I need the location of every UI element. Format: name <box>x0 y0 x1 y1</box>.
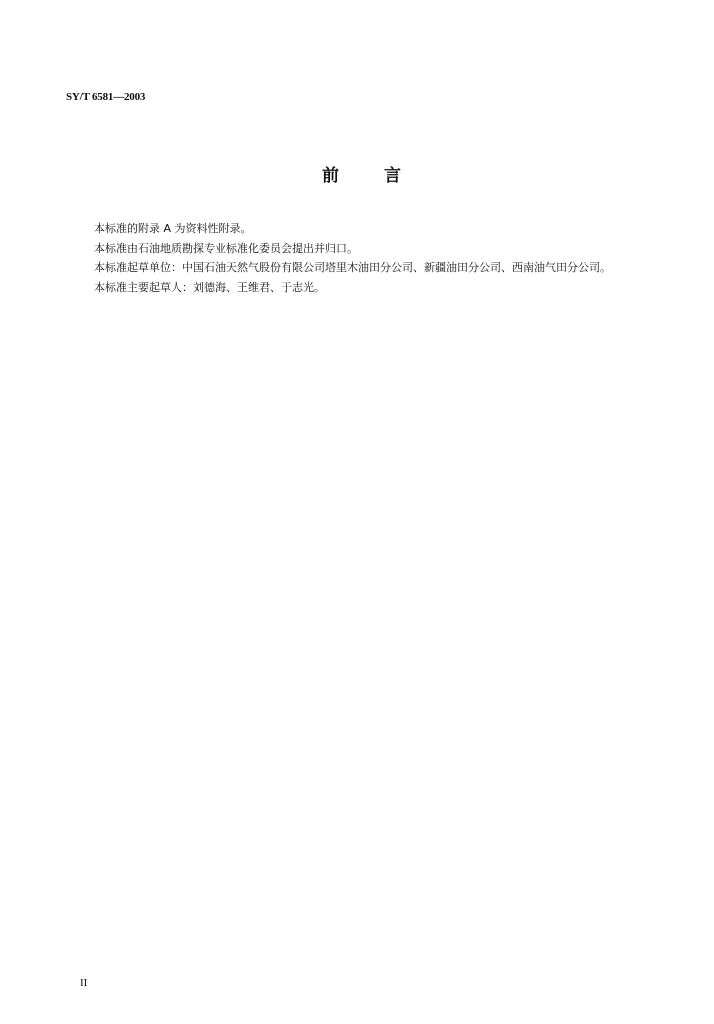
paragraph-drafting-units: 本标准起草单位：中国石油天然气股份有限公司塔里木油田分公司、新疆油田分公司、西南油气田分公司。 <box>94 261 611 274</box>
page-title: 前言 <box>322 166 446 186</box>
foreword-body <box>66 219 656 297</box>
standard-code: SY/T 6581—2003 <box>66 91 146 103</box>
paragraph-proposer: 本标准由石油地质勘探专业标准化委员会提出并归口。 <box>94 241 358 255</box>
paragraph-appendix-note: 本标准的附录 A 为资料性附录。 <box>94 222 252 235</box>
paragraph-drafters: 本标准主要起草人：刘德海、王维君、于志光。 <box>94 280 325 294</box>
page-number: II <box>80 977 88 989</box>
